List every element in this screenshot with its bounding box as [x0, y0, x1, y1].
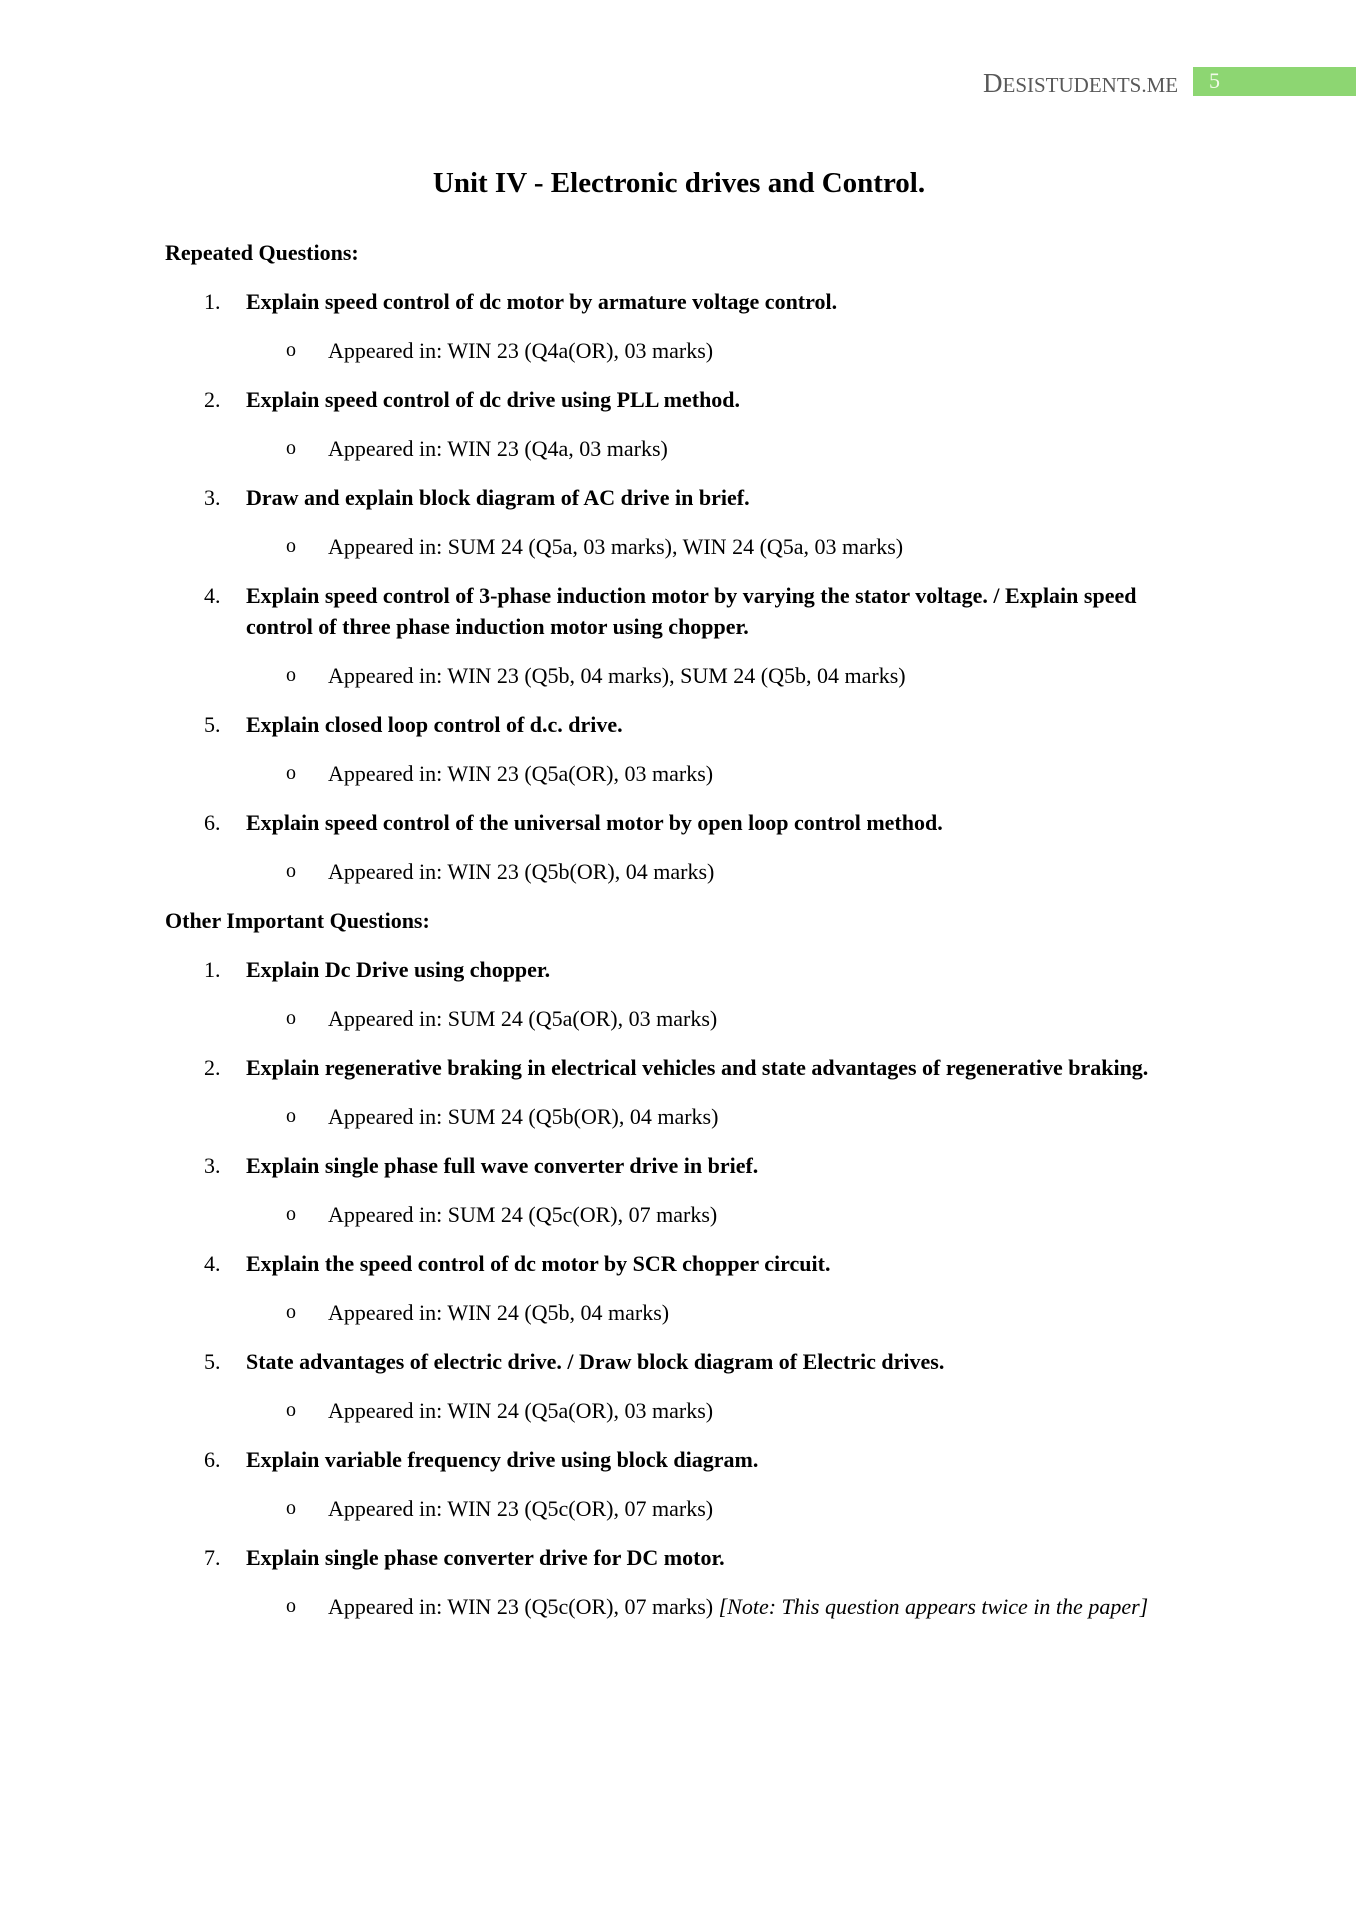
question-item [165, 709, 1205, 740]
bullet-icon: o [286, 1399, 296, 1421]
question-text: Explain the speed control of dc motor by SCR chopper circuit. [246, 1251, 831, 1276]
question-number: 5. [204, 712, 221, 737]
appeared-in-item [165, 1003, 1205, 1034]
question-number: 2. [204, 1055, 221, 1080]
appeared-in-text: Appeared in: SUM 24 (Q5a, 03 marks), WIN 24 (Q5a, 03 marks) [328, 534, 904, 559]
appeared-in-item [165, 335, 1205, 366]
appeared-in-text: Appeared in: WIN 23 (Q5a(OR), 03 marks) [328, 761, 714, 786]
appeared-in-item [165, 1591, 1205, 1622]
question-text: Explain single phase full wave converter drive in brief. [246, 1153, 759, 1178]
question-text: Explain speed control of 3-phase induction motor by varying the stator voltage. / Explain speed control of three phase induction motor using chopper. [246, 583, 1137, 639]
question-item [165, 1346, 1205, 1377]
site-name-rest: ESISTUDENTS.ME [1002, 73, 1179, 97]
appeared-in-item [165, 1493, 1205, 1524]
section-heading-other: Other Important Questions: [165, 908, 430, 933]
question-text: Explain speed control of dc drive using PLL method. [246, 387, 741, 412]
bullet-icon: o [286, 1595, 296, 1617]
appeared-in-item [165, 758, 1205, 789]
note-text: [Note: This question appears twice in the paper] [718, 1594, 1149, 1619]
question-text: Draw and explain block diagram of AC drive in brief. [246, 485, 750, 510]
page-title: Unit IV - Electronic drives and Control. [432, 167, 926, 199]
appeared-in-text: Appeared in: WIN 23 (Q5b(OR), 04 marks) [328, 859, 715, 884]
question-text: Explain variable frequency drive using block diagram. [246, 1447, 759, 1472]
question-number: 3. [204, 485, 221, 510]
appeared-in-text: Appeared in: WIN 23 (Q5b, 04 marks), SUM 24 (Q5b, 04 marks) [328, 663, 906, 688]
appeared-in-item [165, 1297, 1205, 1328]
bullet-icon: o [286, 1497, 296, 1519]
question-number: 6. [204, 810, 221, 835]
bullet-icon: o [286, 664, 296, 686]
appeared-in-item [165, 660, 1205, 691]
question-item [165, 954, 1205, 985]
bullet-icon: o [286, 535, 296, 557]
question-number: 1. [204, 957, 221, 982]
question-text: Explain speed control of the universal motor by open loop control method. [246, 810, 943, 835]
question-item [165, 1150, 1205, 1181]
question-text: Explain speed control of dc motor by armature voltage control. [246, 289, 838, 314]
appeared-in-item [165, 433, 1205, 464]
question-number: 3. [204, 1153, 221, 1178]
page-number-badge [1193, 67, 1356, 96]
bullet-icon: o [286, 1203, 296, 1225]
site-name [983, 70, 1178, 98]
appeared-in-item [165, 531, 1205, 562]
page-number: 5 [1209, 68, 1220, 93]
appeared-in-item [165, 1395, 1205, 1426]
bullet-icon: o [286, 762, 296, 784]
question-item [165, 384, 1205, 415]
appeared-in-text: Appeared in: WIN 23 (Q4a, 03 marks) [328, 436, 668, 461]
appeared-in-text: Appeared in: WIN 24 (Q5a(OR), 03 marks) [328, 1398, 714, 1423]
appeared-in-text: Appeared in: WIN 23 (Q5c(OR), 07 marks) [328, 1594, 714, 1619]
appeared-in-item [165, 1101, 1205, 1132]
bullet-icon: o [286, 1301, 296, 1323]
appeared-in-text: Appeared in: SUM 24 (Q5b(OR), 04 marks) [328, 1104, 719, 1129]
appeared-in-text: Appeared in: WIN 24 (Q5b, 04 marks) [328, 1300, 670, 1325]
question-item [165, 286, 1205, 317]
question-item [165, 807, 1205, 838]
question-item [165, 1052, 1205, 1083]
appeared-in-text: Appeared in: WIN 23 (Q5c(OR), 07 marks) [328, 1496, 714, 1521]
appeared-in-text: Appeared in: WIN 23 (Q4a(OR), 03 marks) [328, 338, 714, 363]
bullet-icon: o [286, 339, 296, 361]
section-heading-repeated: Repeated Questions: [165, 240, 359, 265]
question-item [165, 482, 1205, 513]
question-item [165, 1248, 1205, 1279]
question-text: Explain closed loop control of d.c. drive. [246, 712, 623, 737]
bullet-icon: o [286, 1105, 296, 1127]
question-text: Explain Dc Drive using chopper. [246, 957, 551, 982]
bullet-icon: o [286, 860, 296, 882]
document-body [165, 237, 1205, 1640]
bullet-icon: o [286, 437, 296, 459]
question-number: 5. [204, 1349, 221, 1374]
question-text: Explain regenerative braking in electrical vehicles and state advantages of regenerative braking. [246, 1055, 1149, 1080]
question-number: 4. [204, 583, 221, 608]
site-name-initial: D [983, 68, 1003, 98]
question-number: 7. [204, 1545, 221, 1570]
appeared-in-item [165, 1199, 1205, 1230]
question-number: 6. [204, 1447, 221, 1472]
question-number: 4. [204, 1251, 221, 1276]
question-number: 1. [204, 289, 221, 314]
question-text: Explain single phase converter drive for DC motor. [246, 1545, 725, 1570]
question-item [165, 1542, 1205, 1573]
appeared-in-item [165, 856, 1205, 887]
bullet-icon: o [286, 1007, 296, 1029]
question-number: 2. [204, 387, 221, 412]
question-item [165, 580, 1205, 642]
appeared-in-text: Appeared in: SUM 24 (Q5a(OR), 03 marks) [328, 1006, 718, 1031]
question-text: State advantages of electric drive. / Draw block diagram of Electric drives. [246, 1349, 945, 1374]
appeared-in-text: Appeared in: SUM 24 (Q5c(OR), 07 marks) [328, 1202, 718, 1227]
question-item [165, 1444, 1205, 1475]
